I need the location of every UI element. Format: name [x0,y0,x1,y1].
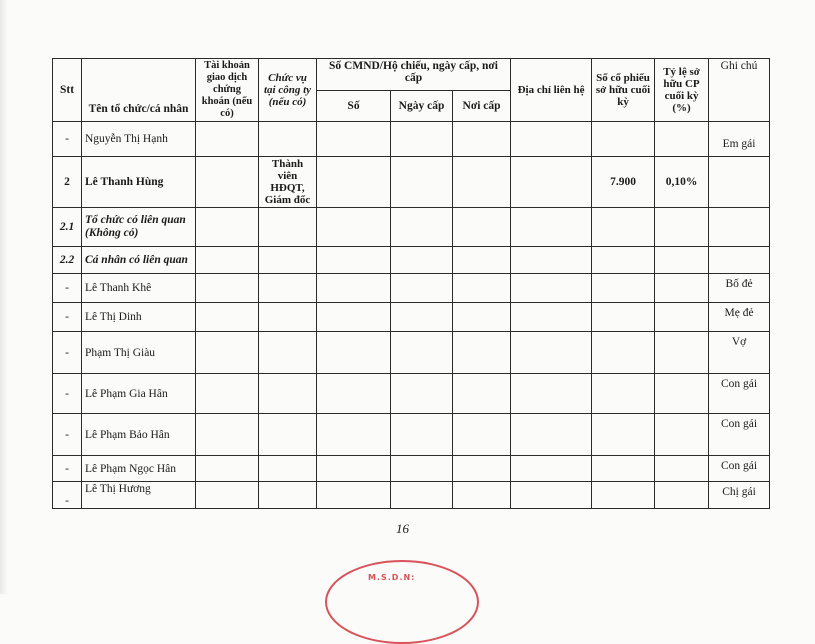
table-row [53,332,770,374]
table-row [53,208,770,247]
cell-stt: 2 [53,157,82,208]
cell-ratio: 0,10% [655,157,709,208]
cell-shares: 7.900 [592,157,655,208]
cell-name: Lê Phạm Ngọc Hân [82,456,196,482]
cell-note: Con gái [709,374,770,414]
cell-note: Chị gái [709,482,770,509]
cell-name: Lê Phạm Gia Hân [82,374,196,414]
cell-note: Mẹ đẻ [709,303,770,332]
cell-stt: - [53,414,82,456]
table-row [53,414,770,456]
table-row [53,247,770,274]
cell-note: Con gái [709,456,770,482]
table-row [53,157,770,208]
header-id-place: Nơi cấp [453,90,511,122]
table-row [53,274,770,303]
cell-name: Nguyễn Thị Hạnh [82,122,196,157]
header-stt: Stt [53,59,82,122]
table-row [53,374,770,414]
header-id-date: Ngày cấp [391,90,453,122]
cell-stt: - [53,303,82,332]
seal-text: M.S.D.N: [368,573,416,582]
header-address: Địa chỉ liên hệ [511,59,592,122]
cell-stt: - [53,374,82,414]
cell-stt: - [53,122,82,157]
cell-note: Con gái [709,414,770,456]
related-persons-table [52,58,770,509]
cell-note: Vợ [709,332,770,374]
header-ratio: Tỷ lệ sở hữu CP cuối kỳ (%) [655,59,709,122]
cell-name: Lê Thị Dinh [82,303,196,332]
header-id-group: Số CMND/Hộ chiếu, ngày cấp, nơi cấp [317,59,511,91]
cell-stt: 2.1 [53,208,82,247]
cell-name: Lê Thị Hương [82,482,196,509]
cell-name: Lê Thanh Hùng [82,157,196,208]
cell-stt: - [53,332,82,374]
cell-stt: - [53,456,82,482]
table-row [53,122,770,157]
cell-position: Thành viên HĐQT, Giám đốc [259,157,317,208]
header-note: Ghi chú [709,59,770,122]
cell-name: Lê Phạm Bảo Hân [82,414,196,456]
table-row [53,456,770,482]
cell-name: Phạm Thị Giàu [82,332,196,374]
cell-stt: - [53,482,82,509]
page-number: 16 [396,521,409,536]
header-account: Tài khoản giao dịch chứng khoán (nếu có) [196,59,259,122]
cell-name: Lê Thanh Khê [82,274,196,303]
cell-stt: - [53,274,82,303]
table-row [53,482,770,509]
table-row [53,303,770,332]
header-id-no: Số [317,90,391,122]
page-edge-shadow [0,0,8,594]
cell-name: Tổ chức có liên quan (Không có) [82,208,196,247]
header-shares: Số cổ phiếu sở hữu cuối kỳ [592,59,655,122]
cell-stt: 2.2 [53,247,82,274]
header-name: Tên tổ chức/cá nhân [82,59,196,122]
cell-note: Em gái [709,122,770,157]
header-position: Chức vụ tại công ty (nếu có) [259,59,317,122]
cell-name: Cá nhân có liên quan [82,247,196,274]
cell-note: Bố đẻ [709,274,770,303]
